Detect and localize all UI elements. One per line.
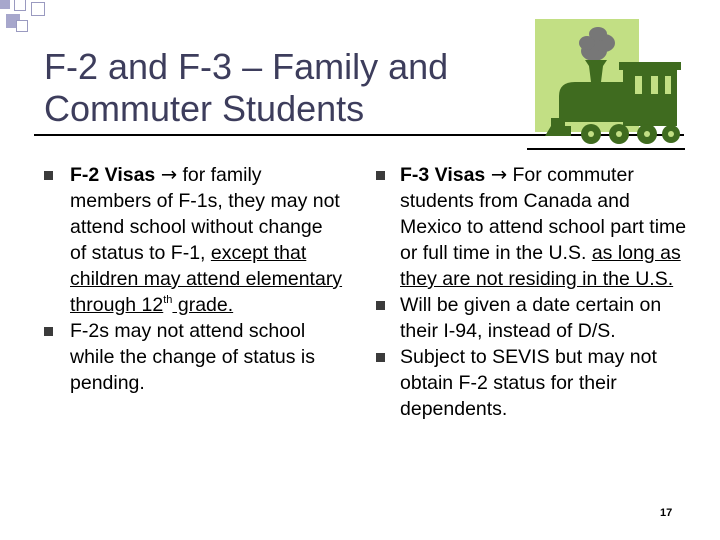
decorative-square: [31, 2, 45, 16]
list-item: [376, 292, 696, 344]
bullet-text: For commuter students from Canada and Mexico to attend school part time or full time in the U.S.: [400, 164, 687, 264]
bullet-text: for family members of F-1s, they may not attend school without change of status to F-1,: [70, 164, 340, 264]
bullet-underlined-text: as long as they are not residing in the U.S.: [400, 242, 681, 290]
list-item: [376, 344, 696, 422]
left-bullet-list: [44, 162, 344, 396]
bullet-heading: F-2 Visas: [70, 164, 156, 186]
bullet-text: Subject to SEVIS but may not obtain F-2 status for their dependents.: [400, 346, 657, 420]
arrow-icon: →: [490, 163, 508, 186]
decorative-square: [16, 20, 28, 32]
bullet-text: F-2s may not attend school while the change of status is pending.: [70, 320, 315, 394]
bullet-underlined-text-end: grade.: [172, 294, 234, 316]
cab-windows: [635, 76, 671, 94]
bullet-heading: F-3 Visas: [400, 164, 486, 186]
square-bullet-icon: [44, 171, 53, 180]
square-bullet-icon: [44, 327, 53, 336]
left-column: [44, 162, 344, 396]
right-column: [376, 162, 696, 422]
square-bullet-icon: [376, 353, 385, 362]
bullet-underlined-text: except that children may attend elementary through 12: [70, 242, 343, 316]
square-bullet-icon: [376, 301, 385, 310]
list-item: [376, 162, 696, 292]
train-icon: [527, 18, 685, 152]
arrow-icon: →: [160, 163, 178, 186]
decorative-square: [14, 0, 26, 11]
slide-title: F-2 and F-3 – Family and Commuter Students: [44, 46, 449, 129]
ordinal-superscript: th: [163, 294, 173, 306]
square-bullet-icon: [376, 171, 385, 180]
list-item: [44, 318, 344, 396]
bullet-text: Will be given a date certain on their I-94, instead of D/S.: [400, 294, 662, 342]
decorative-square: [0, 0, 10, 9]
list-item: [44, 162, 344, 318]
page-number: 17: [660, 507, 673, 519]
right-bullet-list: [376, 162, 696, 422]
